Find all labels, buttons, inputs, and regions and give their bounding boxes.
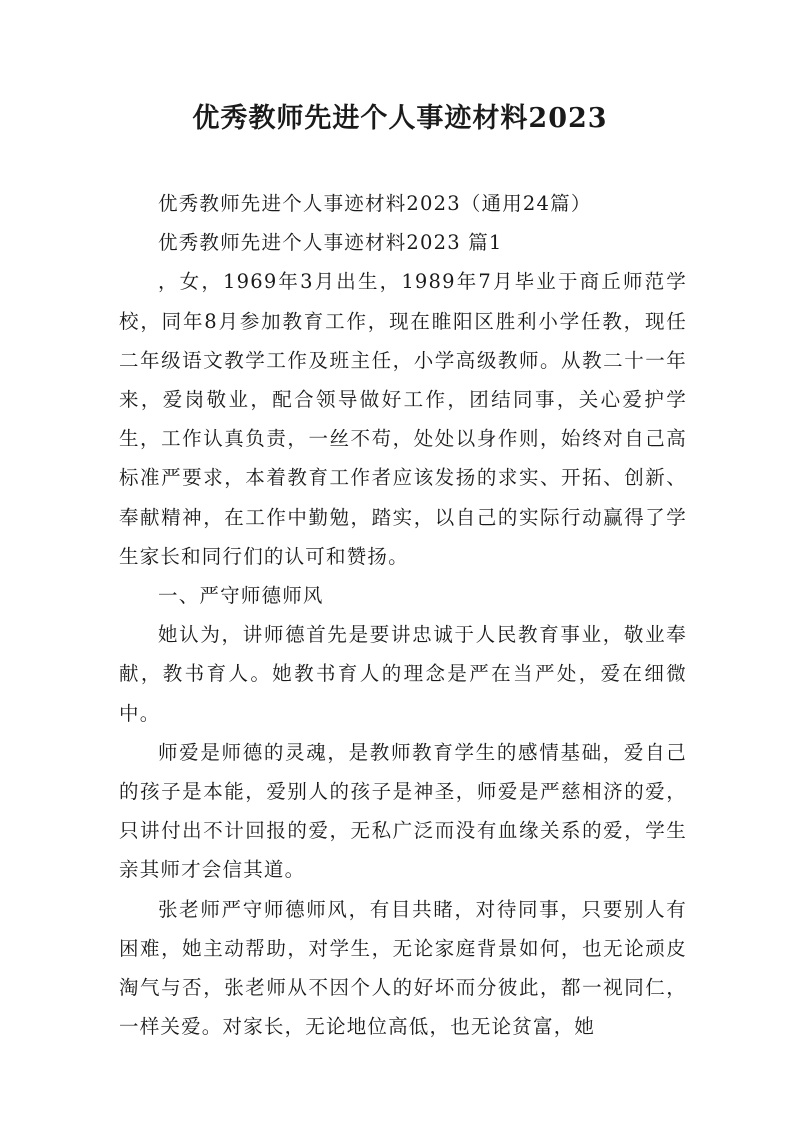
paragraph-heading-1: 一、严守师德师风 [158,584,324,608]
paragraph: 她认为，讲师德首先是要讲忠诚于人民教育事业，敬业奉献，教书育人。她教书育人的理念是严在当严处，爱在细微中。 [119,623,687,725]
paragraph: 张老师严守师德师风，有目共睹，对待同事，只要别人有困难，她主动帮助，对学生，无论家庭背景如何，也无论顽皮淘气与否，张老师从不因个人的好坏而分彼此，都一视同仁，一样关爱。对家长，无论地位高低，也无论贫富，她 [119,897,687,1039]
paragraph-intro: ，女，1969年3月出生，1989年7月毕业于商丘师范学校，同年8月参加教育工作，现在睢阳区胜利小学任教，现任二年级语文教学工作及班主任，小学高级教师。从教二十一年来，爱岗敬业，配合领导做好工作，团结同事，关心爱护学生，工作认真负责，一丝不苟，处处以身作则，始终对自己高标准严要求，本着教育工作者应该发扬的求实、开拓、创新、奉献精神，在工作中勤勉，踏实，以自己的实际行动赢得了学生家长和同行们的认可和赞扬。 [119,270,687,568]
document-body [119,184,687,1046]
paragraph-section-heading: 优秀教师先进个人事迹材料2023 篇1 [158,231,503,255]
document-title: 优秀教师先进个人事迹材料2023 [192,103,608,134]
paragraph: 师爱是师德的灵魂，是教师教育学生的感情基础，爱自己的孩子是本能，爱别人的孩子是神圣，师爱是严慈相济的爱，只讲付出不计回报的爱，无私广泛而没有血缘关系的爱，学生亲其师才会信其道。 [119,740,687,882]
paragraph-subtitle: 优秀教师先进个人事迹材料2023（通用24篇） [158,192,592,215]
